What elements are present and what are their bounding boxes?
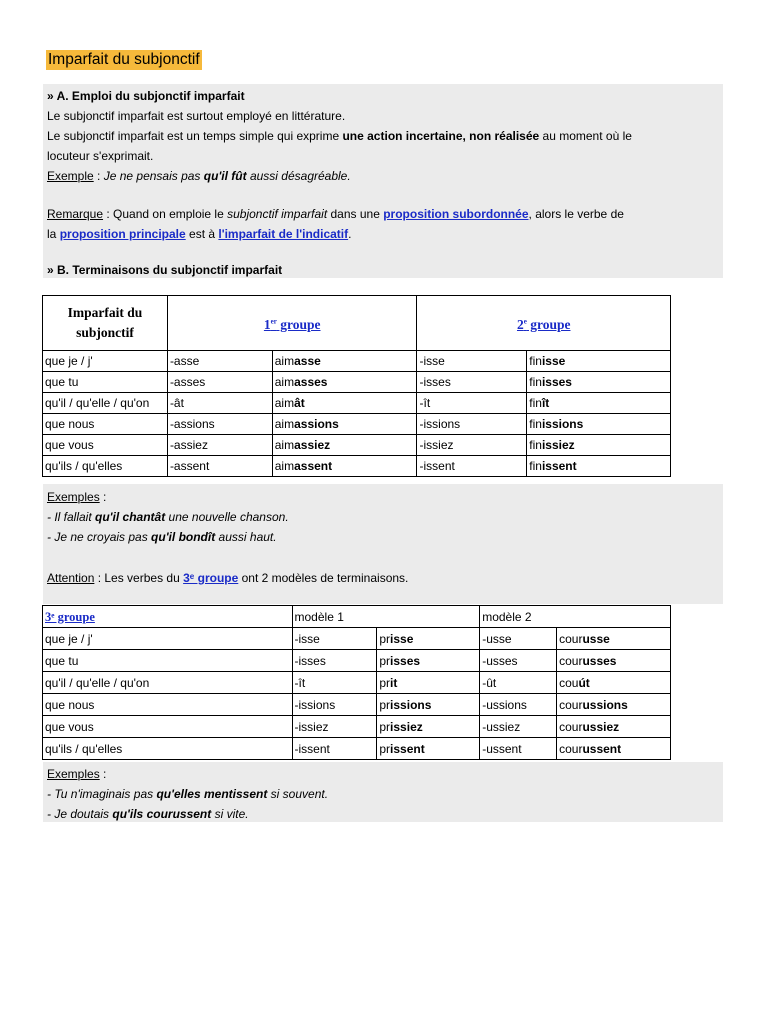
example-label: Exemple [47,169,94,183]
ending: isse [541,354,566,368]
example-line [47,527,277,547]
page-title: Imparfait du subjonctif [48,51,200,68]
example-cell [272,351,417,372]
pronoun-cell: que nous [43,414,168,435]
example-cell [527,351,671,372]
ending: isse [390,631,414,646]
example-cell [272,393,417,414]
pronoun-cell: que vous [43,716,293,738]
stem: fin [529,354,542,368]
examples-label: Exemples [47,490,100,504]
table-row [43,393,671,414]
stem: pr [379,741,391,756]
remark-label: Remarque [47,207,104,221]
example-cell [527,435,671,456]
example-cell [272,456,417,477]
ending: assiez [294,438,331,452]
example-line [47,507,289,527]
text: Je ne pensais pas [103,169,204,183]
ending: issiez [541,438,575,452]
remark-line-2 [47,224,351,244]
section-a-line-2 [47,126,632,146]
stem: fin [529,459,542,473]
ending: usses [582,653,617,668]
stem: aim [274,354,295,368]
ending-cell: -issions [417,414,527,435]
text: subjonctif imparfait [227,207,328,221]
stem: pr [379,697,391,712]
example-cell [527,414,671,435]
ending: usse [582,631,610,646]
ending-cell: -assiez [167,435,272,456]
ending: ît [541,396,550,410]
ending-cell: -ussions [480,694,557,716]
table-row [43,672,671,694]
text: 1 [263,316,271,332]
ending-cell: -usses [480,650,557,672]
ending-cell: -isses [417,372,527,393]
text: Le subjonctif imparfait est un temps simple qui exprime [47,129,343,143]
emphasis: une action incertaine, non réalisée [342,129,540,143]
table-row [43,628,671,650]
conjugation-table-3e-groupe [42,605,671,760]
ending: issions [390,697,432,712]
text: est à [185,227,219,241]
stem: aim [274,375,295,389]
text: er [270,317,277,326]
text: - Je doutais [47,807,113,821]
table-row [43,694,671,716]
ending-cell: -asse [167,351,272,372]
emphasis: qu'ils courussent [112,807,212,821]
table-row [43,738,671,760]
ending: ussiez [582,719,620,734]
example-cell [377,628,480,650]
pronoun-cell: que je / j' [43,351,168,372]
stem: aim [274,396,295,410]
pronoun-cell: que vous [43,435,168,456]
text: : [93,169,104,183]
ending: asses [294,375,328,389]
ending: it [390,675,398,690]
stem: cour [559,631,583,646]
ending: issent [390,741,425,756]
ending-cell: -isse [417,351,527,372]
ending: út [578,675,590,690]
link-proposition-subordonnee[interactable]: proposition subordonnée [383,207,529,221]
ending: asse [294,354,321,368]
stem: cour [559,741,583,756]
text: une nouvelle chanson. [165,510,289,524]
text: : Quand on emploie le [103,207,228,221]
pronoun-cell: qu'il / qu'elle / qu'on [43,672,293,694]
example-cell [527,393,671,414]
section-a-line-1: Le subjonctif imparfait est surtout employé en littérature. [47,109,346,123]
text: - Il fallait [47,510,96,524]
attention-line [47,568,408,588]
example-cell [527,456,671,477]
example-cell [377,716,480,738]
ending-cell: -ussiez [480,716,557,738]
text: si souvent. [267,787,329,801]
ending-cell: -usse [480,628,557,650]
pronoun-cell: que tu [43,650,293,672]
ending-cell: -issiez [292,716,377,738]
ending: ussions [582,697,628,712]
table-row [43,716,671,738]
stem: aim [274,438,295,452]
ending-cell: -ussent [480,738,557,760]
table-row [43,414,671,435]
ending: ât [294,396,305,410]
text: : [99,767,107,781]
table-row [43,435,671,456]
stem: pr [379,631,391,646]
example-line [47,784,328,804]
link-text: 3ᵉ groupe [45,609,95,624]
ending-cell: -issiez [417,435,527,456]
text: . [348,227,352,241]
text: dans une [327,207,384,221]
stem: cour [559,653,583,668]
example-cell [557,716,671,738]
conjugation-table-1-2-groups [42,295,671,477]
ending: isses [390,653,421,668]
stem: cou [559,675,579,690]
text: ont 2 modèles de terminaisons. [238,571,409,585]
ending-cell: -isse [292,628,377,650]
emphasis: qu'il bondît [151,530,216,544]
stem: cour [559,697,583,712]
ending: assions [294,417,339,431]
link-proposition-principale[interactable]: proposition principale [59,227,186,241]
text: si vite. [211,807,249,821]
table-header-modele-2: modèle 2 [480,606,671,628]
table-row [43,456,671,477]
example-cell [557,628,671,650]
ending-cell: -isses [292,650,377,672]
text: groupe [276,316,321,332]
ending: isses [541,375,572,389]
ending: issions [541,417,584,431]
example-cell [377,672,480,694]
example-cell [272,414,417,435]
example-cell [557,694,671,716]
attention-label: Attention [47,571,95,585]
example-cell [377,650,480,672]
example-cell [527,372,671,393]
text: : [99,490,107,504]
stem: fin [529,438,542,452]
text: , alors le verbe de [528,207,624,221]
ending-cell: -assent [167,456,272,477]
table-header-imparfait: Imparfait du subjonctif [43,296,168,351]
pronoun-cell: que tu [43,372,168,393]
table-header-2e-groupe[interactable] [417,296,671,351]
table-header-3e-groupe[interactable] [43,606,293,628]
link-3e-groupe[interactable]: 3ᵉ groupe [183,571,239,585]
emphasis: qu'elles mentissent [156,787,268,801]
stem: pr [379,675,391,690]
ending-cell: -assions [167,414,272,435]
text: 2 [516,316,524,332]
ending-cell: -issent [292,738,377,760]
emphasis: qu'il chantât [95,510,166,524]
ending-cell: -ât [167,393,272,414]
text: la [47,227,60,241]
emphasis: qu'il fût [203,169,247,183]
table-row [43,372,671,393]
table-row [43,650,671,672]
example-cell [557,672,671,694]
ending: ussent [582,741,622,756]
stem: pr [379,719,391,734]
example-cell [557,650,671,672]
pronoun-cell: que je / j' [43,628,293,650]
stem: cour [559,719,583,734]
ending: assent [294,459,333,473]
stem: pr [379,653,391,668]
examples-heading-2 [47,764,106,784]
section-a-example [47,166,351,186]
ending: issent [541,459,577,473]
example-cell [377,694,480,716]
section-a-heading: » A. Emploi du subjonctif imparfait [47,89,245,103]
stem: aim [274,459,295,473]
table-header-modele-1: modèle 1 [292,606,480,628]
pronoun-cell: qu'ils / qu'elles [43,456,168,477]
table-header-row [43,606,671,628]
ending-cell: -ît [292,672,377,694]
text: aussi désagréable. [246,169,351,183]
pronoun-cell: qu'ils / qu'elles [43,738,293,760]
stem: fin [529,417,542,431]
text: : Les verbes du [94,571,184,585]
ending-cell: -issent [417,456,527,477]
section-a-line-3: locuteur s'exprimait. [47,149,154,163]
text: - Je ne croyais pas [47,530,152,544]
examples-heading-1 [47,487,106,507]
example-cell [272,372,417,393]
table-row [43,351,671,372]
ending-cell: -issions [292,694,377,716]
section-b-heading: » B. Terminaisons du subjonctif imparfait [47,263,283,277]
example-line [47,804,249,824]
text: aussi haut. [215,530,277,544]
ending-cell: -asses [167,372,272,393]
text: e [523,317,527,326]
example-cell [557,738,671,760]
text: groupe [526,316,571,332]
text: - Tu n'imaginais pas [47,787,157,801]
ending-cell: -ût [480,672,557,694]
pronoun-cell: que nous [43,694,293,716]
stem: fin [529,396,542,410]
examples-label: Exemples [47,767,100,781]
example-cell [377,738,480,760]
pronoun-cell: qu'il / qu'elle / qu'on [43,393,168,414]
link-imparfait-indicatif[interactable]: l'imparfait de l'indicatif [218,227,349,241]
example-cell [272,435,417,456]
ending-cell: -ît [417,393,527,414]
table-header-1er-groupe[interactable] [167,296,417,351]
stem: fin [529,375,542,389]
stem: aim [274,417,295,431]
ending: issiez [390,719,423,734]
text: au moment où le [539,129,632,143]
remark-line-1 [47,204,624,224]
